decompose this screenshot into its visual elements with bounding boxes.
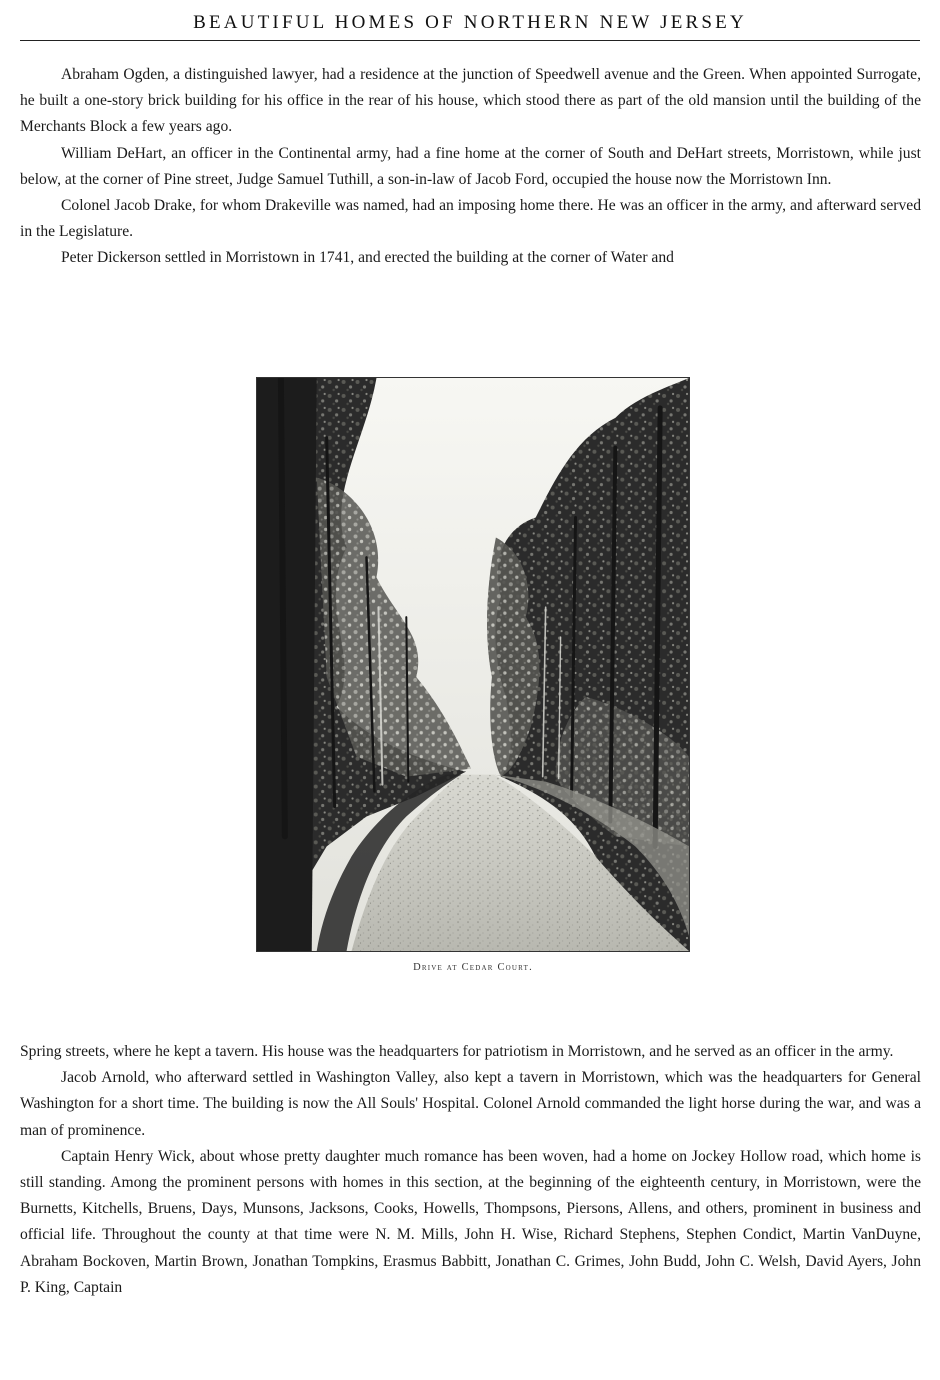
text-block-top <box>20 62 921 272</box>
paragraph-continuation: Spring streets, where he kept a tavern. His house was the headquarters for patriotism in Morristown, and he served as an officer in the army. <box>20 1043 894 1060</box>
header-rule <box>20 40 920 41</box>
text-block-bottom <box>20 1039 921 1301</box>
paragraph-jacob-arnold: Jacob Arnold, who afterward settled in Washington Valley, also kept a tavern in Morristown, which was the headquarters for General Washington for a short time. The building is now the All Souls' Hospital. Colonel Arnold commanded the light horse during the war, and was a man of prominence. <box>20 1069 921 1139</box>
photograph-drive-at-cedar-court <box>256 377 690 952</box>
paragraph-henry-wick: Captain Henry Wick, about whose pretty daughter much romance has been woven, had a home on Jockey Hollow road, which home is still standing. Among the prominent persons with homes in this section, at the beginning of the eighteenth century, in Morristown, were the Burnetts, Kitchells, Bruens, Days, Munsons, Jacksons, Cooks, Howells, Thompsons, Piersons, Allens, and others, prominent in business and official life. Throughout the county at that time were N. M. Mills, John H. Wise, Richard Stephens, Stephen Condict, Martin VanDuyne, Abraham Bockoven, Martin Brown, Jonathan Tompkins, Erasmus Babbitt, Jonathan C. Grimes, John Budd, John C. Welsh, David Ayers, John P. King, Captain <box>20 1147 921 1296</box>
paragraph-abraham-ogden: Abraham Ogden, a distinguished lawyer, had a residence at the junction of Speedwell avenue and the Green. When appointed Surrogate, he built a one-story brick building for his office in the rear of his house, which stood there as part of the old mansion until the building of the Merchants Block a few years ago. <box>20 66 921 136</box>
paragraph-william-dehart: William DeHart, an officer in the Continental army, had a fine home at the corner of South and DeHart streets, Morristown, while just below, at the corner of Pine street, Judge Samuel Tuthill, a son-in-law of Jacob Ford, occupied the house now the Morristown Inn. <box>20 144 921 188</box>
paragraph-peter-dickerson: Peter Dickerson settled in Morristown in 1741, and erected the building at the corner of Water and <box>61 249 674 267</box>
figure-caption: Drive at Cedar Court. <box>413 962 533 973</box>
running-head-title: BEAUTIFUL HOMES OF NORTHERN NEW JERSEY <box>193 12 747 33</box>
road-through-woods-image <box>257 378 689 951</box>
paragraph-jacob-drake: Colonel Jacob Drake, for whom Drakeville was named, had an imposing home there. He was an officer in the army, and afterward served in the Legislature. <box>20 197 921 241</box>
